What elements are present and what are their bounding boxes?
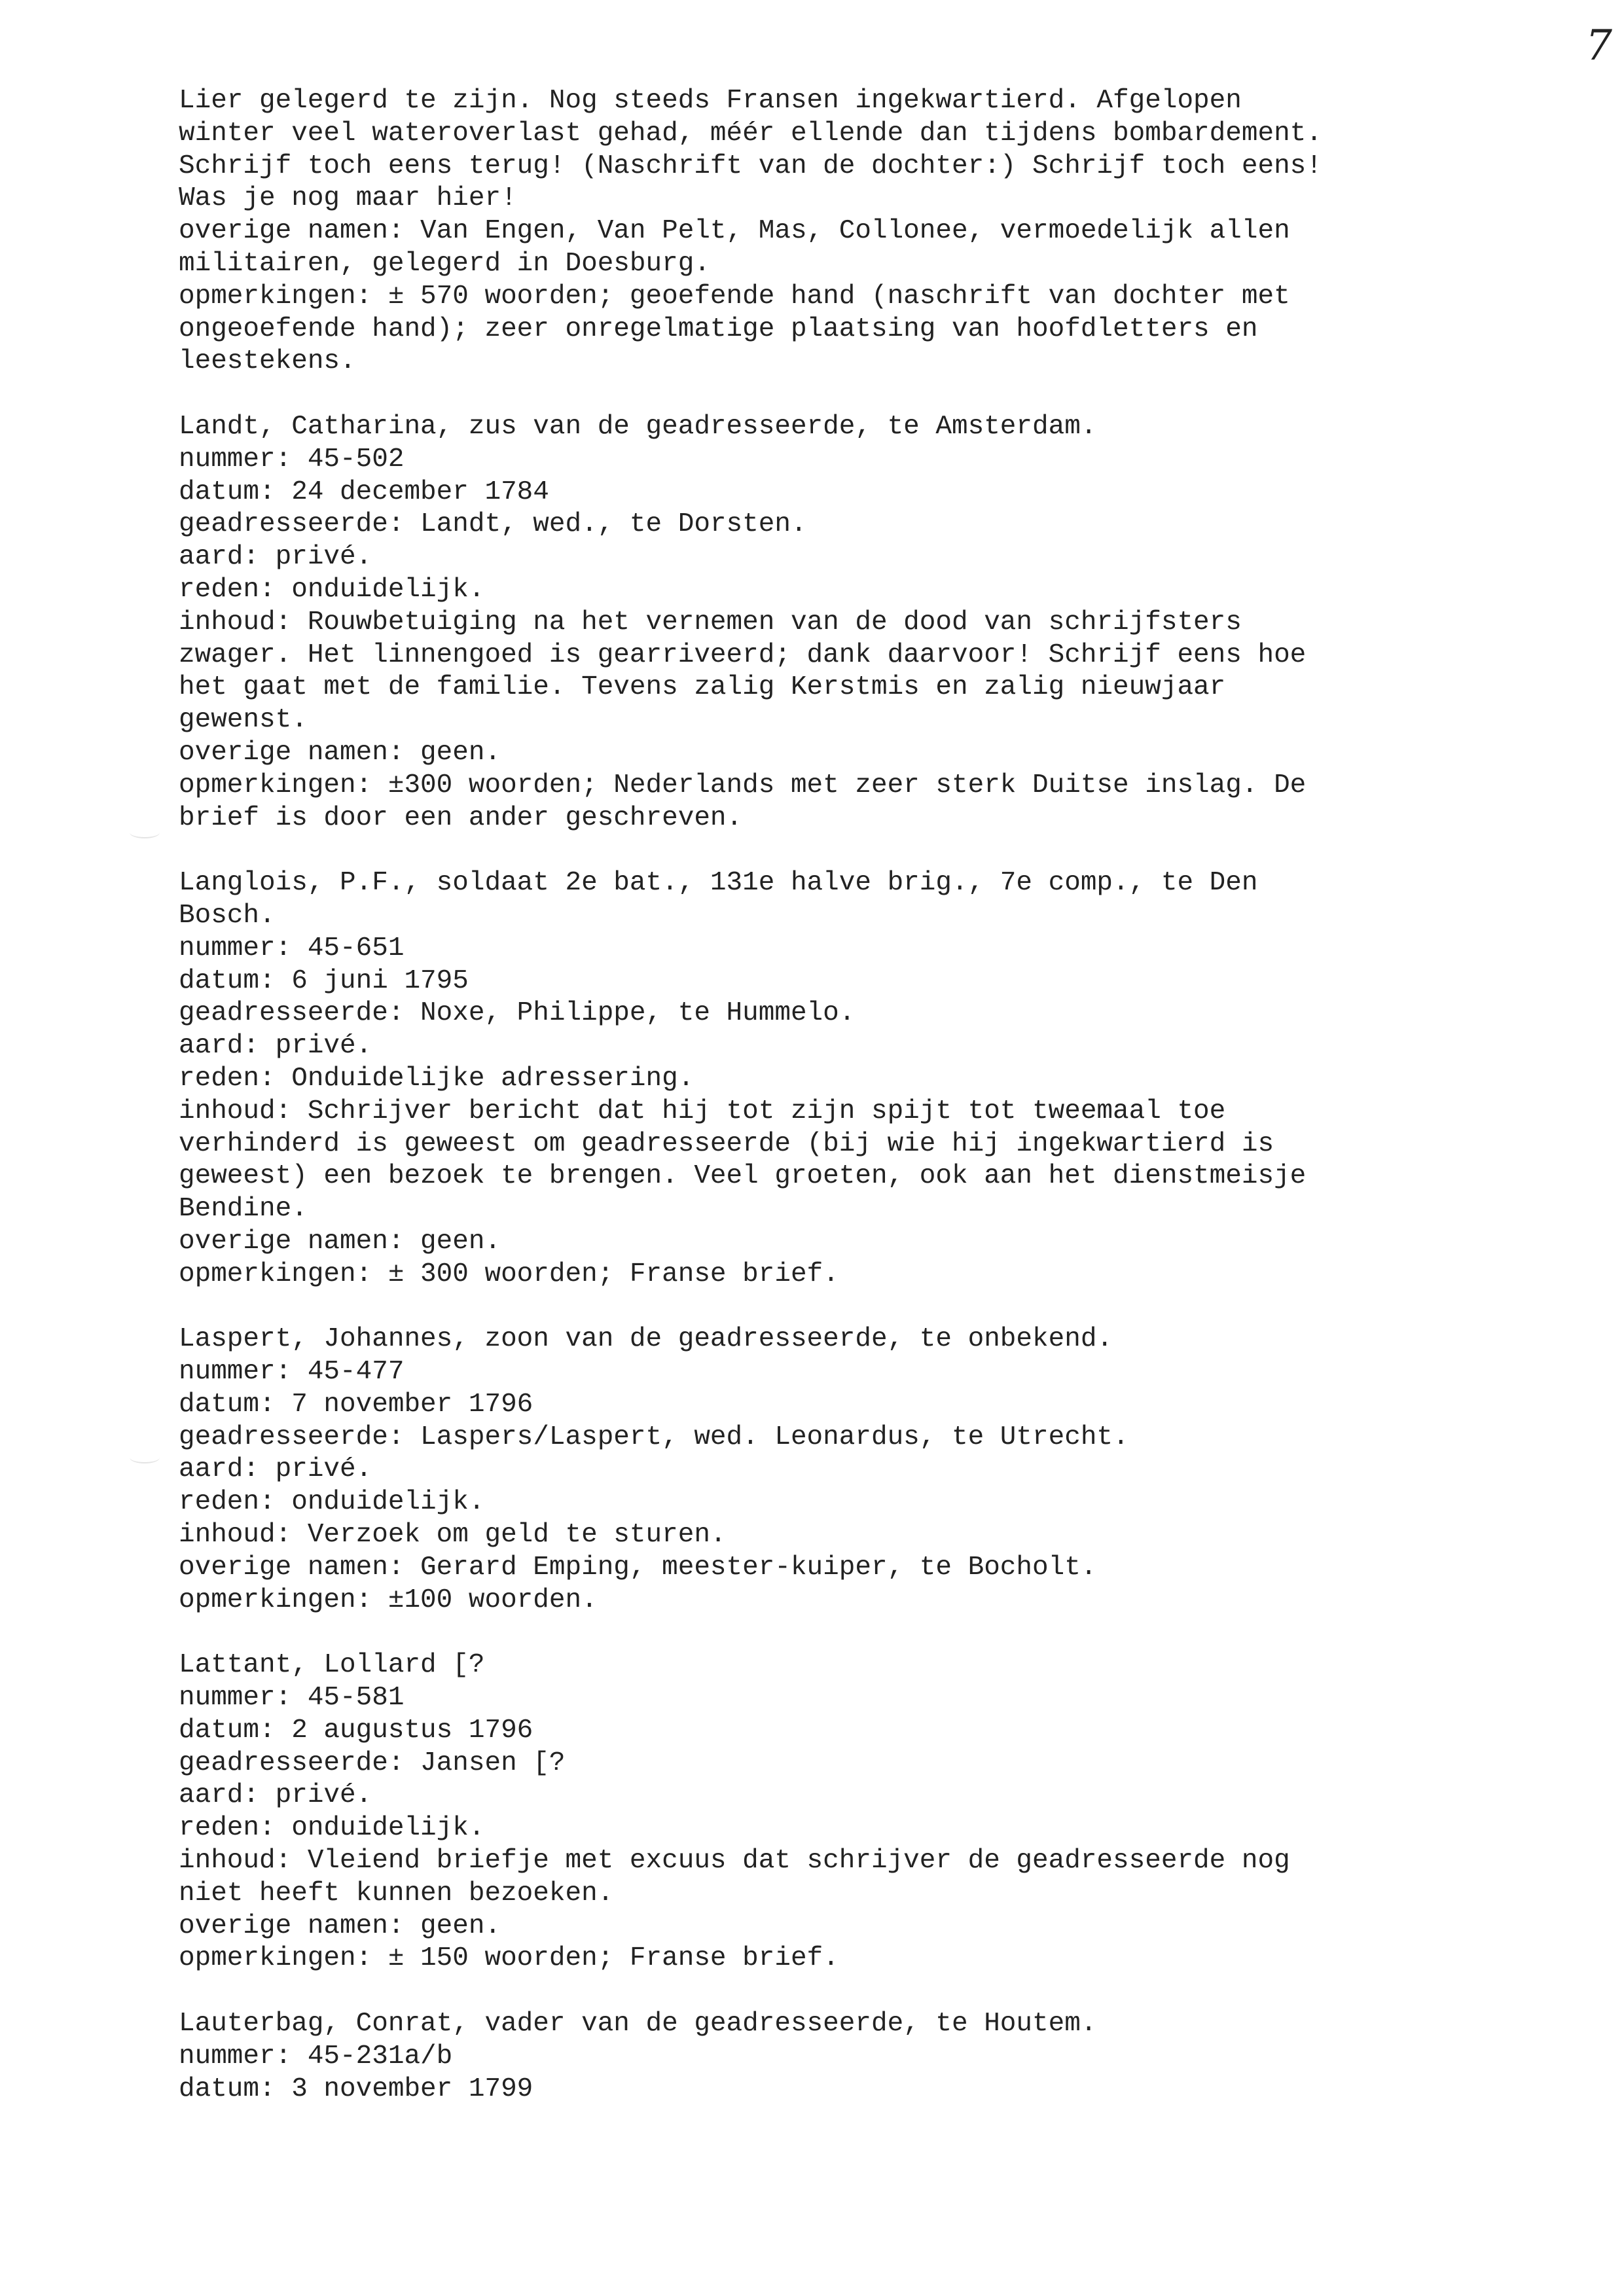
- nummer-line: nummer: 45-231a/b: [179, 2041, 453, 2072]
- geadresseerde-line: geadresseerde: Jansen [?: [179, 1748, 566, 1778]
- text-line: gewenst.: [179, 705, 308, 736]
- opmerkingen-line: opmerkingen: ± 300 woorden; Franse brief.: [179, 1259, 839, 1289]
- reden-line: reden: Onduidelijke adressering.: [179, 1063, 695, 1094]
- overige-namen-line: overige namen: geen.: [179, 1910, 501, 1941]
- inhoud-line: inhoud: Verzoek om geld te sturen.: [179, 1520, 727, 1551]
- aard-line: aard: privé.: [179, 1031, 372, 1062]
- text-line: niet heeft kunnen bezoeken.: [179, 1878, 614, 1909]
- geadresseerde-line: geadresseerde: Noxe, Philippe, te Hummelo.: [179, 998, 856, 1029]
- entry-lauterbag: [179, 2008, 1501, 2106]
- geadresseerde-line: geadresseerde: Laspers/Laspert, wed. Leonardus, te Utrecht.: [179, 1422, 1129, 1452]
- reden-line: reden: onduidelijk.: [179, 574, 485, 605]
- entry-langlois: [179, 867, 1501, 1291]
- inhoud-line: inhoud: Vleiend briefje met excuus dat schrijver de geadresseerde nog: [179, 1846, 1290, 1876]
- nummer-line: nummer: 45-581: [179, 1683, 405, 1713]
- nummer-line: nummer: 45-502: [179, 444, 405, 475]
- entry-heading: Laspert, Johannes, zoon van de geadresseerde, te onbekend.: [179, 1324, 1113, 1355]
- text-line: militairen, gelegerd in Doesburg.: [179, 248, 710, 279]
- reden-line: reden: onduidelijk.: [179, 1487, 485, 1518]
- entry-lattant: [179, 1649, 1501, 1975]
- text-line: verhinderd is geweest om geadresseerde (bij wie hij ingekwartierd is: [179, 1128, 1274, 1159]
- reden-line: reden: onduidelijk.: [179, 1813, 485, 1844]
- text-line: Bendine.: [179, 1194, 308, 1225]
- datum-line: datum: 6 juni 1795: [179, 965, 469, 996]
- entry-heading: Langlois, P.F., soldaat 2e bat., 131e halve brig., 7e comp., te Den: [179, 868, 1258, 899]
- document-body: [179, 85, 1501, 2106]
- opmerkingen-line: opmerkingen: ± 570 woorden; geoefende hand (naschrift van dochter met: [179, 281, 1290, 312]
- overige-namen-line: overige namen: Van Engen, Van Pelt, Mas, Collonee, vermoedelijk allen: [179, 216, 1290, 247]
- text-line: het gaat met de familie. Tevens zalig Kerstmis en zalig nieuwjaar: [179, 672, 1226, 703]
- text-line: ongeoefende hand); zeer onregelmatige plaatsing van hoofdletters en: [179, 314, 1258, 344]
- inhoud-line: inhoud: Rouwbetuiging na het vernemen van de dood van schrijfsters: [179, 607, 1242, 637]
- datum-line: datum: 3 november 1799: [179, 2073, 533, 2104]
- overige-namen-line: overige namen: geen.: [179, 1226, 501, 1257]
- text-line: geweest) een bezoek te brengen. Veel groeten, ook aan het dienstmeisje: [179, 1161, 1307, 1192]
- aard-line: aard: privé.: [179, 1454, 372, 1485]
- text-line: Lier gelegerd te zijn. Nog steeds Fransen ingekwartierd. Afgelopen: [179, 86, 1242, 116]
- text-line: winter veel wateroverlast gehad, méér ellende dan tijdens bombardement.: [179, 118, 1322, 149]
- text-line: Schrijf toch eens terug! (Naschrift van de dochter:) Schrijf toch eens!: [179, 151, 1322, 181]
- aard-line: aard: privé.: [179, 1780, 372, 1811]
- nummer-line: nummer: 45-651: [179, 933, 405, 963]
- text-line: leestekens.: [179, 346, 356, 377]
- entry-laspert: [179, 1323, 1501, 1617]
- entry-heading: Lauterbag, Conrat, vader van de geadresseerde, te Houtem.: [179, 2009, 1097, 2039]
- scan-artifact: [130, 1452, 160, 1463]
- scan-artifact: [130, 827, 160, 838]
- entry-heading: Landt, Catharina, zus van de geadresseerde, te Amsterdam.: [179, 411, 1097, 442]
- overige-namen-line: overige namen: geen.: [179, 737, 501, 768]
- entry-landt: [179, 411, 1501, 834]
- geadresseerde-line: geadresseerde: Landt, wed., te Dorsten.: [179, 509, 807, 540]
- opmerkingen-line: opmerkingen: ±300 woorden; Nederlands met zeer sterk Duitse inslag. De: [179, 770, 1307, 800]
- entry-continuation: [179, 85, 1501, 378]
- datum-line: datum: 24 december 1784: [179, 476, 549, 507]
- opmerkingen-line: opmerkingen: ± 150 woorden; Franse brief.: [179, 1943, 839, 1974]
- nummer-line: nummer: 45-477: [179, 1357, 405, 1388]
- text-line: Was je nog maar hier!: [179, 183, 517, 214]
- text-line: brief is door een ander geschreven.: [179, 802, 743, 833]
- opmerkingen-line: opmerkingen: ±100 woorden.: [179, 1585, 598, 1615]
- text-line: Bosch.: [179, 900, 276, 931]
- inhoud-line: inhoud: Schrijver bericht dat hij tot zijn spijt tot tweemaal toe: [179, 1096, 1226, 1126]
- aard-line: aard: privé.: [179, 542, 372, 573]
- datum-line: datum: 2 augustus 1796: [179, 1715, 533, 1746]
- text-line: zwager. Het linnengoed is gearriveerd; dank daarvoor! Schrijf eens hoe: [179, 639, 1307, 670]
- entry-heading: Lattant, Lollard [?: [179, 1650, 485, 1681]
- datum-line: datum: 7 november 1796: [179, 1389, 533, 1420]
- overige-namen-line: overige namen: Gerard Emping, meester-kuiper, te Bocholt.: [179, 1552, 1097, 1583]
- page-number: 7: [1585, 22, 1612, 70]
